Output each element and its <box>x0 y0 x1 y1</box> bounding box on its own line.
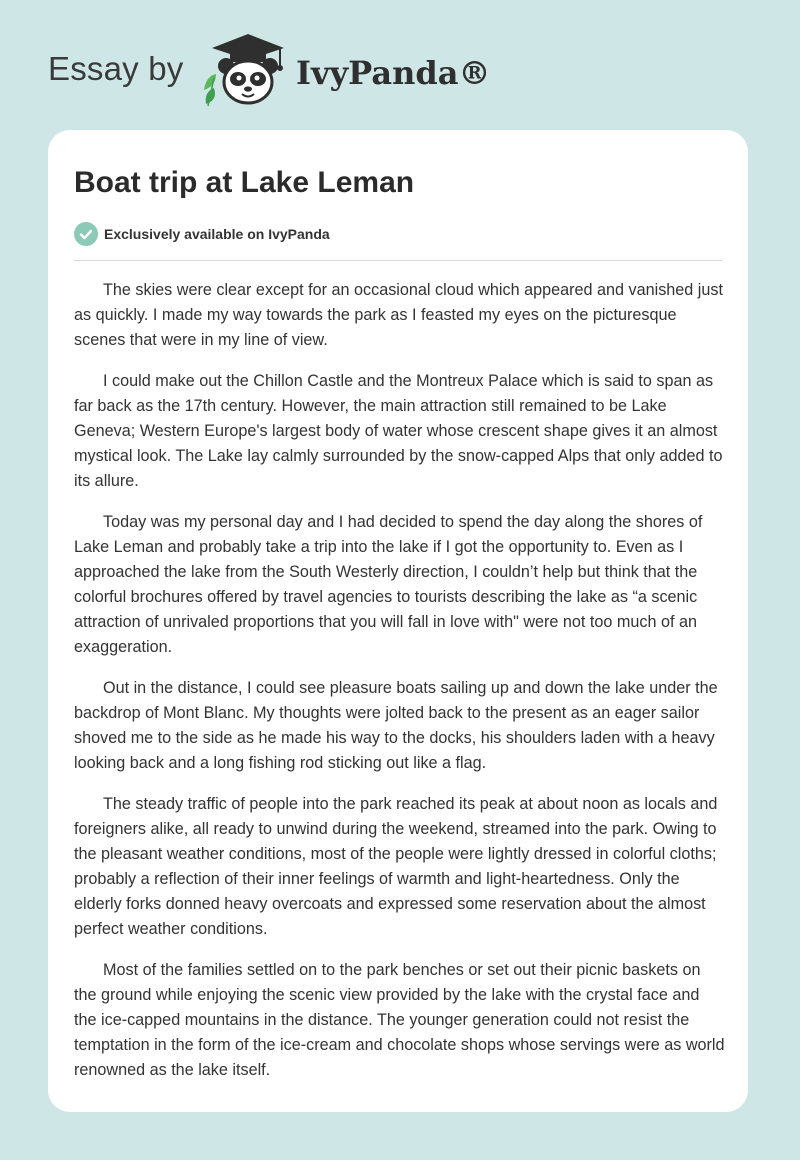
paragraph: I could make out the Chillon Castle and the Montreux Palace which is said to span as far back as the 17th century. However, the main attraction still remained to be Lake Geneva; Western Europe's largest body of water whose crescent shape gives it an almost mystical look. The Lake lay calmly surrounded by the snow-capped Alps that only added to its allure. <box>74 372 723 490</box>
essay-card <box>48 130 748 1112</box>
paragraph: The skies were clear except for an occasional cloud which appeared and vanished just as quickly. I made my way towards the park as I feasted my eyes on the picturesque scenes that were in my line of view. <box>74 281 723 349</box>
panda-graduate-icon <box>200 30 296 108</box>
paragraph: Out in the distance, I could see pleasure boats sailing up and down the lake under the backdrop of Mont Blanc. My thoughts were jolted back to the present as an eager sailor shoved me to the side as he made his way to the docks, his shoulders laden with a heavy looking back and a long fishing rod sticking out like a flag. <box>74 679 718 772</box>
divider <box>74 260 722 261</box>
essay-body <box>74 278 726 1099</box>
paragraph: Today was my personal day and I had decided to spend the day along the shores of Lake Leman and probably take a trip into the lake if I got the opportunity to. Even as I approached the lake from the South Westerly direction, I couldn’t help but think that the colorful brochures offered by travel agencies to tourists describing the lake as “a scenic attraction of unrivaled proportions that you will fall in love with" were not too much of an exaggeration. <box>74 513 703 656</box>
paragraph: The steady traffic of people into the park reached its peak at about noon as locals and foreigners alike, all ready to unwind during the weekend, streamed into the park. Owing to the pleasant weather conditions, most of the people were lightly dressed in colorful cloths; probably a reflection of their inner feelings of warmth and light-heartedness. Only the elderly forks donned heavy overcoats and expressed some reservation about the almost perfect weather conditions. <box>74 795 718 938</box>
exclusive-badge <box>74 222 330 246</box>
exclusive-label: Exclusively available on IvyPanda <box>104 226 330 242</box>
essay-by-label: Essay by <box>48 50 184 87</box>
page-title: Boat trip at Lake Leman <box>74 166 415 199</box>
brand-name: IvyPanda® <box>296 54 491 92</box>
check-circle-icon <box>74 222 98 246</box>
paragraph: Most of the families settled on to the park benches or set out their picnic baskets on the ground while enjoying the scenic view provided by the lake with the crystal face and the ice-capped mountains in the distance. The younger generation could not resist the temptation in the form of the ice-cream and chocolate shops whose servings were as world renowned as the lake itself. <box>74 961 725 1079</box>
site-header <box>0 0 800 130</box>
